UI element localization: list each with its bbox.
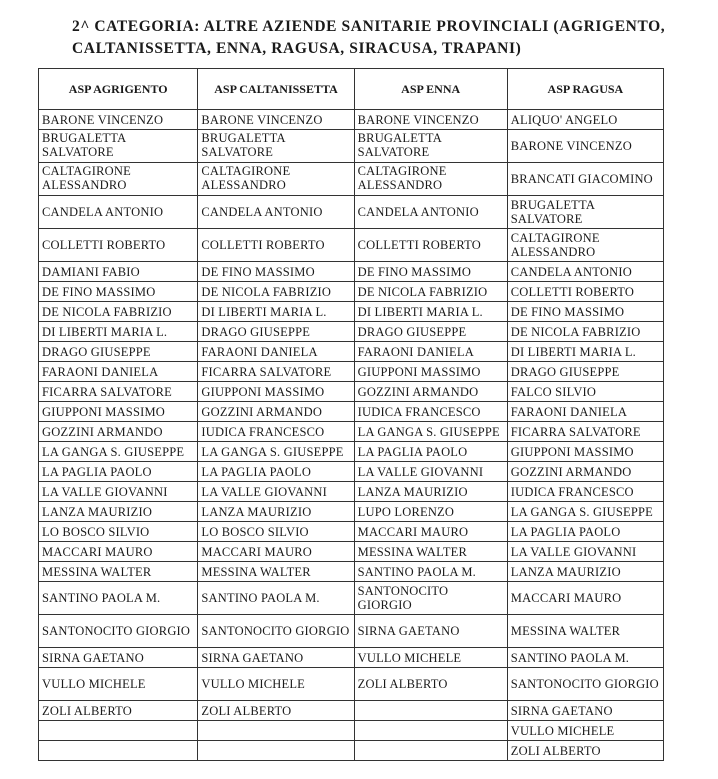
table-cell: VULLO MICHELE	[39, 668, 198, 701]
table-row	[39, 196, 664, 229]
table-cell: DI LIBERTI MARIA L.	[507, 342, 663, 362]
table-cell: LA VALLE GIOVANNI	[198, 482, 354, 502]
table-cell: BRUGALETTA SALVATORE	[39, 130, 198, 163]
table-cell: DRAGO GIUSEPPE	[354, 322, 507, 342]
table-row	[39, 402, 664, 422]
column-header-asp-ragusa: ASP RAGUSA	[507, 69, 663, 110]
table-row	[39, 262, 664, 282]
table-row	[39, 130, 664, 163]
column-header-asp-agrigento: ASP AGRIGENTO	[39, 69, 198, 110]
table-row	[39, 502, 664, 522]
heading-line-1: 2^ CATEGORIA: ALTRE AZIENDE SANITARIE PROVINCIALI (AGRIGENTO,	[72, 18, 666, 35]
table-cell: DE FINO MASSIMO	[354, 262, 507, 282]
table-cell: LO BOSCO SILVIO	[198, 522, 354, 542]
table-cell: CALTAGIRONE ALESSANDRO	[39, 163, 198, 196]
table-row	[39, 163, 664, 196]
table-row	[39, 382, 664, 402]
table-cell: GOZZINI ARMANDO	[198, 402, 354, 422]
table-row	[39, 342, 664, 362]
table-cell: LANZA MAURIZIO	[198, 502, 354, 522]
table-cell: CANDELA ANTONIO	[507, 262, 663, 282]
table-row	[39, 542, 664, 562]
table-cell: GIUPPONI MASSIMO	[354, 362, 507, 382]
table-cell: LA PAGLIA PAOLO	[198, 462, 354, 482]
table-cell: DE NICOLA FABRIZIO	[507, 322, 663, 342]
table-header	[39, 69, 664, 110]
table-row	[39, 648, 664, 668]
column-header-asp-enna: ASP ENNA	[354, 69, 507, 110]
table-cell	[39, 741, 198, 761]
table-row	[39, 582, 664, 615]
table-row	[39, 229, 664, 262]
table-cell: MESSINA WALTER	[354, 542, 507, 562]
table-row	[39, 110, 664, 130]
header-row	[39, 69, 664, 110]
table-cell: FARAONI DANIELA	[507, 402, 663, 422]
table-cell: FARAONI DANIELA	[198, 342, 354, 362]
table-cell: LA PAGLIA PAOLO	[507, 522, 663, 542]
table-cell: ALIQUO' ANGELO	[507, 110, 663, 130]
table-cell: LA PAGLIA PAOLO	[354, 442, 507, 462]
table-cell: GIUPPONI MASSIMO	[507, 442, 663, 462]
table-cell: SANTONOCITO GIORGIO	[354, 582, 507, 615]
table-cell: CALTAGIRONE ALESSANDRO	[354, 163, 507, 196]
table-cell: DE FINO MASSIMO	[39, 282, 198, 302]
table-cell: SANTINO PAOLA M.	[198, 582, 354, 615]
table-cell: GIUPPONI MASSIMO	[198, 382, 354, 402]
table-cell: LO BOSCO SILVIO	[39, 522, 198, 542]
table-cell: MESSINA WALTER	[198, 562, 354, 582]
table-cell: CANDELA ANTONIO	[39, 196, 198, 229]
table-cell: FICARRA SALVATORE	[198, 362, 354, 382]
table-row	[39, 302, 664, 322]
table-cell: FARAONI DANIELA	[39, 362, 198, 382]
table-cell: DE NICOLA FABRIZIO	[39, 302, 198, 322]
table-cell: MESSINA WALTER	[39, 562, 198, 582]
table-cell: BRUGALETTA SALVATORE	[198, 130, 354, 163]
table-cell: DI LIBERTI MARIA L.	[354, 302, 507, 322]
table-cell: SANTONOCITO GIORGIO	[198, 615, 354, 648]
asp-assignment-table	[38, 68, 664, 761]
document-heading	[72, 16, 702, 60]
table-cell	[198, 741, 354, 761]
table-cell: IUDICA FRANCESCO	[198, 422, 354, 442]
table-row	[39, 282, 664, 302]
table-cell: SIRNA GAETANO	[39, 648, 198, 668]
table-cell: COLLETTI ROBERTO	[354, 229, 507, 262]
table-row	[39, 462, 664, 482]
table-cell: SANTINO PAOLA M.	[354, 562, 507, 582]
table-row	[39, 668, 664, 701]
table-body	[39, 110, 664, 761]
table-cell	[354, 741, 507, 761]
table-cell: IUDICA FRANCESCO	[354, 402, 507, 422]
table-cell: GIUPPONI MASSIMO	[39, 402, 198, 422]
table-cell: LA GANGA S. GIUSEPPE	[198, 442, 354, 462]
column-header-asp-caltanissetta: ASP CALTANISSETTA	[198, 69, 354, 110]
table-row	[39, 721, 664, 741]
table-cell: DRAGO GIUSEPPE	[507, 362, 663, 382]
table-cell: DE NICOLA FABRIZIO	[198, 282, 354, 302]
table-cell: LA VALLE GIOVANNI	[354, 462, 507, 482]
table-cell: ZOLI ALBERTO	[507, 741, 663, 761]
table-cell: CANDELA ANTONIO	[198, 196, 354, 229]
table-cell: LA GANGA S. GIUSEPPE	[39, 442, 198, 462]
table-cell: VULLO MICHELE	[507, 721, 663, 741]
table-cell: SIRNA GAETANO	[198, 648, 354, 668]
table-cell: COLLETTI ROBERTO	[39, 229, 198, 262]
table-cell: MESSINA WALTER	[507, 615, 663, 648]
table-cell: LA PAGLIA PAOLO	[39, 462, 198, 482]
table-cell: FICARRA SALVATORE	[507, 422, 663, 442]
table-cell: GOZZINI ARMANDO	[507, 462, 663, 482]
table-cell: LANZA MAURIZIO	[39, 502, 198, 522]
table-row	[39, 322, 664, 342]
table-cell: DE FINO MASSIMO	[198, 262, 354, 282]
table-cell: BRUGALETTA SALVATORE	[507, 196, 663, 229]
table-cell	[198, 721, 354, 741]
table-cell: LA GANGA S. GIUSEPPE	[507, 502, 663, 522]
heading-line-2: CALTANISSETTA, ENNA, RAGUSA, SIRACUSA, TRAPANI)	[72, 40, 522, 57]
table-cell: LUPO LORENZO	[354, 502, 507, 522]
table-cell: DRAGO GIUSEPPE	[198, 322, 354, 342]
table-cell: MACCARI MAURO	[354, 522, 507, 542]
table-cell: LA VALLE GIOVANNI	[39, 482, 198, 502]
table-row	[39, 615, 664, 648]
table-cell: ZOLI ALBERTO	[198, 701, 354, 721]
table-row	[39, 522, 664, 542]
table-cell: ZOLI ALBERTO	[354, 668, 507, 701]
table-cell	[354, 701, 507, 721]
table-cell: DAMIANI FABIO	[39, 262, 198, 282]
table-cell: BRUGALETTA SALVATORE	[354, 130, 507, 163]
table-cell: SANTONOCITO GIORGIO	[507, 668, 663, 701]
table-cell: ZOLI ALBERTO	[39, 701, 198, 721]
table-cell: SANTONOCITO GIORGIO	[39, 615, 198, 648]
table-cell: DRAGO GIUSEPPE	[39, 342, 198, 362]
table-cell: GOZZINI ARMANDO	[354, 382, 507, 402]
table-cell: VULLO MICHELE	[354, 648, 507, 668]
table-cell: BARONE VINCENZO	[198, 110, 354, 130]
table-cell: DE FINO MASSIMO	[507, 302, 663, 322]
table-cell: SANTINO PAOLA M.	[507, 648, 663, 668]
table-row	[39, 701, 664, 721]
table-cell: DE NICOLA FABRIZIO	[354, 282, 507, 302]
table-cell: GOZZINI ARMANDO	[39, 422, 198, 442]
table-cell: MACCARI MAURO	[198, 542, 354, 562]
table-cell: MACCARI MAURO	[39, 542, 198, 562]
table-row	[39, 482, 664, 502]
table-cell: COLLETTI ROBERTO	[507, 282, 663, 302]
table-cell: MACCARI MAURO	[507, 582, 663, 615]
table-cell	[39, 721, 198, 741]
table-cell: SIRNA GAETANO	[507, 701, 663, 721]
table-cell: CALTAGIRONE ALESSANDRO	[507, 229, 663, 262]
table-cell: DI LIBERTI MARIA L.	[198, 302, 354, 322]
table-row	[39, 562, 664, 582]
table-cell: BARONE VINCENZO	[507, 130, 663, 163]
table-row	[39, 422, 664, 442]
table-cell: FARAONI DANIELA	[354, 342, 507, 362]
table-cell: CALTAGIRONE ALESSANDRO	[198, 163, 354, 196]
table-cell: VULLO MICHELE	[198, 668, 354, 701]
table-cell: DI LIBERTI MARIA L.	[39, 322, 198, 342]
table-cell	[354, 721, 507, 741]
table-row	[39, 362, 664, 382]
table-cell: IUDICA FRANCESCO	[507, 482, 663, 502]
table-cell: COLLETTI ROBERTO	[198, 229, 354, 262]
table-cell: CANDELA ANTONIO	[354, 196, 507, 229]
table-cell: FICARRA SALVATORE	[39, 382, 198, 402]
table-cell: LA VALLE GIOVANNI	[507, 542, 663, 562]
table-cell: LANZA MAURIZIO	[507, 562, 663, 582]
table-row	[39, 442, 664, 462]
table-cell: BARONE VINCENZO	[354, 110, 507, 130]
table-row	[39, 741, 664, 761]
table-cell: BRANCATI GIACOMINO	[507, 163, 663, 196]
table-cell: BARONE VINCENZO	[39, 110, 198, 130]
table-cell: SANTINO PAOLA M.	[39, 582, 198, 615]
table-cell: LANZA MAURIZIO	[354, 482, 507, 502]
table-cell: FALCO SILVIO	[507, 382, 663, 402]
table-cell: LA GANGA S. GIUSEPPE	[354, 422, 507, 442]
table-cell: SIRNA GAETANO	[354, 615, 507, 648]
